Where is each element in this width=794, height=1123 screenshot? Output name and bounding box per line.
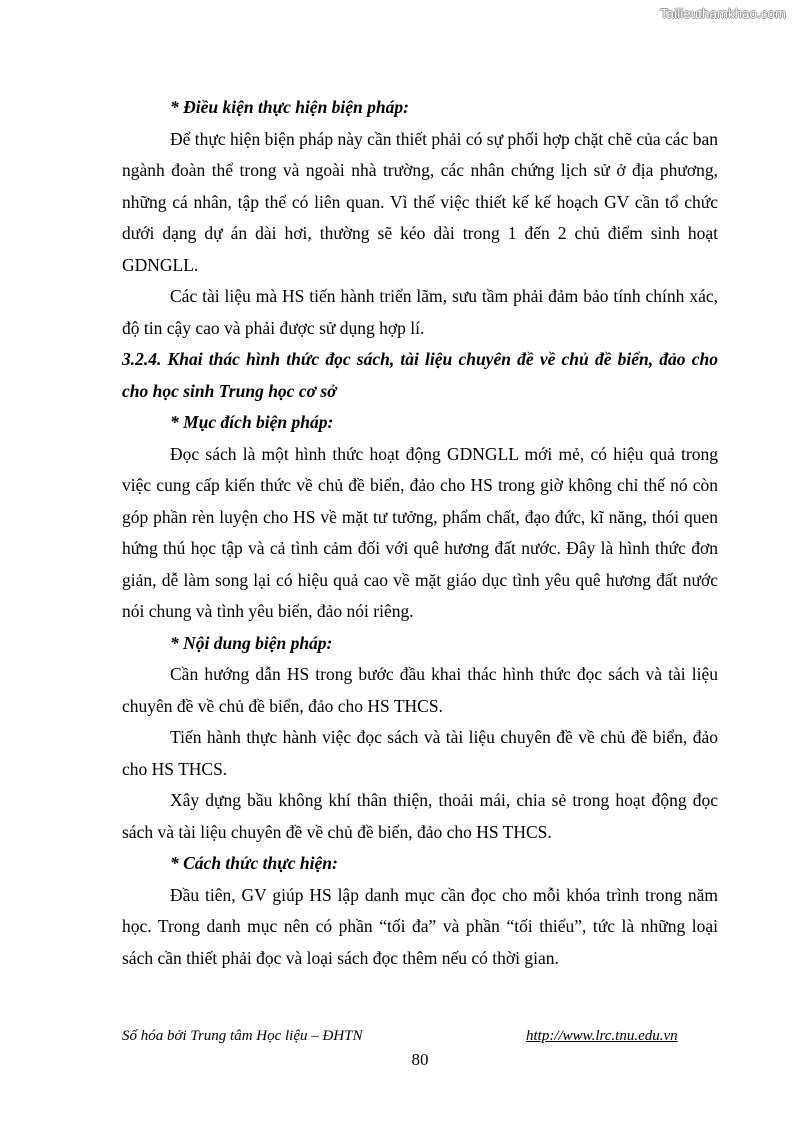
document-body <box>122 92 718 974</box>
heading-method: * Cách thức thực hiện: <box>170 853 338 873</box>
paragraph: Xây dựng bầu không khí thân thiện, thoải mái, chia sẻ trong hoạt động đọc sách và tài liệu chuyên đề về chủ đề biển, đảo cho HS THCS. <box>122 790 718 842</box>
heading-content: * Nội dung biện pháp: <box>170 632 333 653</box>
paragraph: Tiến hành thực hành việc đọc sách và tài liệu chuyên đề về chủ đề biển, đảo cho HS THCS. <box>122 727 718 779</box>
paragraph: Các tài liệu mà HS tiến hành triển lãm, sưu tầm phải đảm bảo tính chính xác, độ tin cậy cao và phải được sử dụng hợp lí. <box>122 286 718 338</box>
paragraph: Cần hướng dẫn HS trong bước đầu khai thác hình thức đọc sách và tài liệu chuyên đề về chủ đề biển, đảo cho HS THCS. <box>122 664 718 716</box>
heading-conditions: * Điều kiện thực hiện biện pháp: <box>170 97 409 117</box>
heading-purpose: * Mục đích biện pháp: <box>170 412 334 432</box>
paragraph: Để thực hiện biện pháp này cần thiết phải có sự phối hợp chặt chẽ của các ban ngành đoàn thể trong và ngoài nhà trường, các nhân chứng lịch sử ở địa phương, những cá nhân, tập thể có liên quan. Vì thế việc thiết kế kế hoạch GV cần tổ chức dưới dạng dự án dài hơi, thường sẽ kéo dài trong 1 đến 2 chủ điểm sinh hoạt GDNGLL. <box>122 128 718 275</box>
page-number: 80 <box>411 1050 429 1069</box>
footer-link[interactable]: http://www.lrc.tnu.edu.vn <box>526 1028 678 1044</box>
paragraph: Đọc sách là một hình thức hoạt động GDNGLL mới mẻ, có hiệu quả trong việc cung cấp kiến thức về chủ đề biển, đảo cho HS trong giờ không chỉ thế nó còn góp phần rèn luyện cho HS về mặt tư tưởng, phẩm chất, đạo đức, kĩ năng, thói quen hứng thú học tập và cả tình cảm đối với quê hương đất nước. Đây là hình thức đơn giản, dễ làm song lại có hiệu quả cao về mặt giáo dục tình yêu quê hương đất nước nói chung và tình yêu biển, đảo nói riêng. <box>122 443 718 621</box>
section-heading: 3.2.4. Khai thác hình thức đọc sách, tài liệu chuyên đề về chủ đề biển, đảo cho cho học sinh Trung học cơ sở <box>122 349 718 401</box>
watermark-text: Tailieuthamkhao.com <box>660 6 786 21</box>
footer-source: Số hóa bởi Trung tâm Học liệu – ĐHTN <box>122 1028 363 1044</box>
paragraph: Đầu tiên, GV giúp HS lập danh mục cần đọc cho mỗi khóa trình trong năm học. Trong danh mục nên có phần “tối đa” và phần “tối thiểu”, tức là những loại sách cần thiết phải đọc và loại sách đọc thêm nếu có thời gian. <box>122 884 718 968</box>
